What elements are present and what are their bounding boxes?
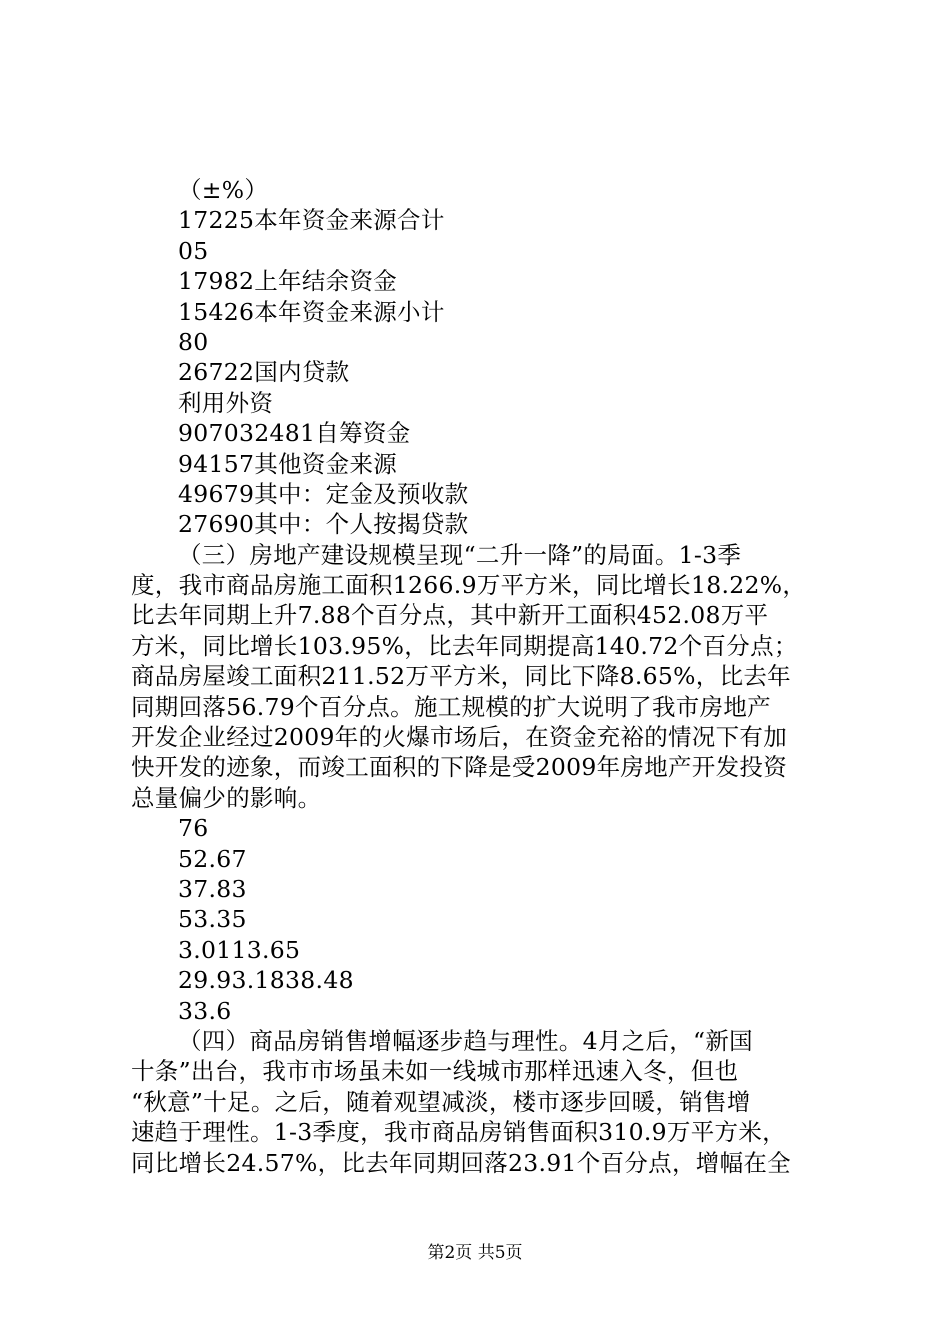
- number-item: 53.35: [178, 905, 247, 934]
- number-item: 29.93.1838.48: [178, 966, 354, 995]
- list-item: 利用外资: [178, 388, 274, 417]
- list-item: 94157其他资金来源: [178, 449, 398, 478]
- number-item: 33.6: [178, 996, 232, 1025]
- list-item: （±%）: [178, 176, 269, 204]
- paragraph-section-3: [131, 540, 831, 814]
- paragraph-line: 十条”出台，我市市场虽未如一线城市那样迅速入冬，但也: [131, 1057, 739, 1086]
- paragraph-line: 比去年同期上升7.88个百分点，其中新开工面积452.08万平: [131, 601, 769, 630]
- paragraph-section-4: [131, 1026, 831, 1178]
- paragraph-line: 总量偏少的影响。: [131, 783, 322, 812]
- paragraph-line: 方米，同比增长103.95%，比去年同期提高140.72个百分点；: [131, 631, 798, 660]
- list-item: 15426本年资金来源小计: [178, 297, 445, 326]
- paragraph-line: （三）房地产建设规模呈现“二升一降”的局面。1-3季: [178, 540, 742, 569]
- list-item: 80: [178, 327, 209, 356]
- paragraph-line: 开发企业经过2009年的火爆市场后，在资金充裕的情况下有加: [131, 723, 788, 752]
- number-item: 3.0113.65: [178, 935, 301, 964]
- paragraph-line: 速趋于理性。1-3季度，我市商品房销售面积310.9万平方米，: [131, 1118, 786, 1147]
- list-item: 26722国内贷款: [178, 358, 350, 387]
- number-item: 52.67: [178, 844, 247, 873]
- number-item: 76: [178, 814, 209, 843]
- document-body: [131, 175, 831, 1178]
- list-item: 49679其中：定金及预收款: [178, 479, 469, 508]
- list-item: 907032481自筹资金: [178, 419, 411, 448]
- list-item: 17982上年结余资金: [178, 267, 398, 296]
- number-item: 37.83: [178, 874, 247, 903]
- list-item: 27690其中：个人按揭贷款: [178, 510, 469, 539]
- paragraph-line: 快开发的迹象，而竣工面积的下降是受2009年房地产开发投资: [131, 753, 788, 782]
- paragraph-line: 同期回落56.79个百分点。施工规模的扩大说明了我市房地产: [131, 692, 771, 721]
- paragraph-line: 度，我市商品房施工面积1266.9万平方米，同比增长18.22%，: [131, 571, 807, 600]
- paragraph-line: 同比增长24.57%，比去年同期回落23.91个百分点，增幅在全: [131, 1148, 791, 1177]
- paragraph-line: 商品房屋竣工面积211.52万平方米，同比下降8.65%，比去年: [131, 662, 791, 691]
- list-item: 05: [178, 236, 209, 265]
- paragraph-line: “秋意”十足。之后，随着观望减淡，楼市逐步回暖，销售增: [131, 1087, 751, 1116]
- list-item: 17225本年资金来源合计: [178, 206, 445, 235]
- paragraph-line: （四）商品房销售增幅逐步趋与理性。4月之后，“新国: [178, 1026, 753, 1055]
- page-number-footer: 第2页 共5页: [427, 1243, 523, 1263]
